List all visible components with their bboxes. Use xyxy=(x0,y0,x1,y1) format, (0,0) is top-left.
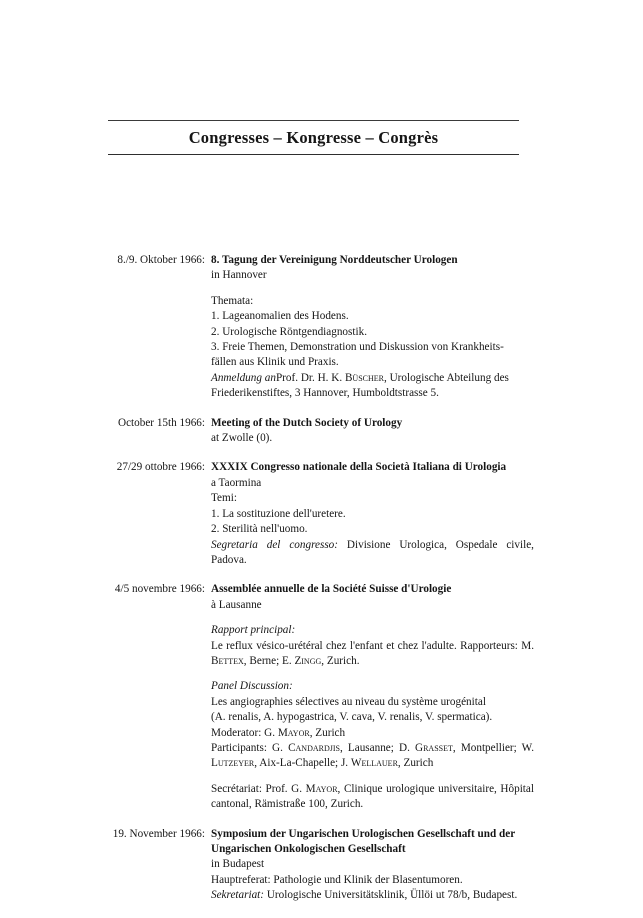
congress-entry xyxy=(108,416,534,447)
entry-contact-post: , Urologische Abteilung des Friederikenstiftes, 3 Hannover, Humboldtstrasse 5. xyxy=(211,371,509,400)
entry-secretary xyxy=(211,538,534,569)
entry-panel-line: (A. renalis, A. hypogastrica, V. cava, V. renalis, V. spermatica). xyxy=(211,711,493,724)
entry-body xyxy=(211,582,534,812)
entry-moderator-pre: Moderator: G. xyxy=(211,726,278,739)
entry-secretary-text: Divisione Urologica, Ospedale civile, Padova. xyxy=(211,538,534,566)
entry-topic-item: 1. La sostituzione dell'uretere. xyxy=(211,507,346,520)
entry-topic-item: 3. Freie Themen, Demonstration und Diskussion von Krankheits- xyxy=(211,341,504,354)
page-header xyxy=(108,120,519,155)
entry-participant-name: Wellauer xyxy=(350,757,398,770)
congress-entry xyxy=(108,827,534,904)
entry-secretary-text: Urologische Universitätsklinik, Üllöi ut 78/b, Budapest. xyxy=(264,889,518,902)
congress-entry xyxy=(108,460,534,568)
entry-contact-label: Anmeldung an xyxy=(211,371,276,384)
congress-entry xyxy=(108,253,534,402)
entry-topic: Hauptreferat: Pathologie und Klinik der Blasentumoren. xyxy=(211,873,463,886)
entry-topics-heading: Themata: xyxy=(211,294,254,307)
entry-title: Symposium der Ungarischen Urologischen Gesellschaft und der xyxy=(211,827,516,840)
entry-panel-line: Les angiographies sélectives au niveau du système urogénital xyxy=(211,695,486,708)
entry-place: in Hannover xyxy=(211,269,267,282)
entry-body xyxy=(211,416,534,447)
entry-secretariat xyxy=(211,782,534,813)
entry-place: at Zwolle (0). xyxy=(211,432,273,445)
entry-place: à Lausanne xyxy=(211,598,262,611)
entry-contact-name: Büscher xyxy=(344,371,384,384)
entry-participants-end: , Zurich xyxy=(397,757,434,770)
congress-entry-list xyxy=(108,253,534,918)
entry-body xyxy=(211,460,534,568)
page-title: Congresses – Kongresse – Congrès xyxy=(188,128,439,147)
entry-secretariat-name: Mayor xyxy=(305,782,338,795)
entry-topic-item: 2. Sterilità nell'uomo. xyxy=(211,523,308,536)
entry-report-body: Le reflux vésico-urétéral chez l'enfant et chez l'adulte. Rapporteurs: M. xyxy=(211,639,534,652)
entry-secretariat-post: , Clinique urologique universitaire, Hôpital cantonal, Rämistraße 100, Zurich. xyxy=(211,782,534,811)
entry-report-name: Zingg xyxy=(294,654,322,667)
entry-topic-item: fällen aus Klinik und Praxis. xyxy=(211,356,339,369)
entry-date: 4/5 novembre 1966: xyxy=(114,583,205,596)
entry-place: a Taormina xyxy=(211,476,262,489)
entry-secretariat-pre: Secrétariat: Prof. G. xyxy=(211,782,306,795)
entry-participant-name: Lutzeyer xyxy=(211,757,255,770)
entry-date: 27/29 ottobre 1966: xyxy=(116,461,205,474)
entry-title: Ungarischen Onkologischen Gesellschaft xyxy=(211,843,406,855)
entry-date: October 15th 1966: xyxy=(118,416,205,429)
entry-participants-mid: , Lausanne; D. xyxy=(339,741,416,754)
entry-moderator-name: Mayor xyxy=(277,726,310,739)
entry-panel-label: Panel Discussion: xyxy=(211,680,293,693)
entry-body xyxy=(211,253,534,402)
entry-secretary-label: Sekretariat: xyxy=(211,889,265,902)
entry-topic-item: 1. Lageanomalien des Hodens. xyxy=(211,310,349,323)
congress-entry xyxy=(108,582,534,812)
entry-place: in Budapest xyxy=(211,858,265,871)
entry-secretary-label: Segretaria del congresso: xyxy=(211,538,338,551)
entry-contact xyxy=(211,371,534,402)
entry-participants-pre: Participants: G. xyxy=(211,741,289,754)
entry-body xyxy=(211,827,534,904)
entry-report-name: Bettex xyxy=(211,654,244,667)
entry-participant-name: Grasset xyxy=(415,741,453,754)
entry-topics-heading: Temi: xyxy=(211,492,237,505)
entry-participant-name: Candardjis xyxy=(288,741,340,754)
entry-report-end: , Zurich. xyxy=(321,654,360,667)
entry-date: 8./9. Oktober 1966: xyxy=(117,254,205,266)
entry-participants-mid: , Aix-La-Chapelle; J. xyxy=(254,757,351,770)
entry-report-label: Rapport principal: xyxy=(211,624,296,637)
entry-participants-mid: , Montpellier; W. xyxy=(452,741,534,754)
entry-title: Meeting of the Dutch Society of Urology xyxy=(211,416,403,429)
entry-title: Assemblée annuelle de la Société Suisse d'Urologie xyxy=(211,583,452,596)
entry-topic-item: 2. Urologische Röntgendiagnostik. xyxy=(211,325,367,338)
entry-contact-pre: Prof. Dr. H. K. xyxy=(275,371,345,384)
entry-report-text xyxy=(211,639,534,670)
entry-title: 8. Tagung der Vereinigung Norddeutscher Urologen xyxy=(211,254,458,266)
header-rule-bottom xyxy=(108,154,519,155)
entry-participants xyxy=(211,741,534,772)
entry-title: XXXIX Congresso nationale della Società Italiana di Urologia xyxy=(211,461,507,474)
entry-moderator-post: , Zurich xyxy=(309,726,346,739)
entry-secretary xyxy=(211,888,534,903)
entry-report-mid: , Berne; E. xyxy=(243,654,295,667)
entry-date: 19. November 1966: xyxy=(112,827,205,840)
entry-moderator xyxy=(211,726,534,741)
